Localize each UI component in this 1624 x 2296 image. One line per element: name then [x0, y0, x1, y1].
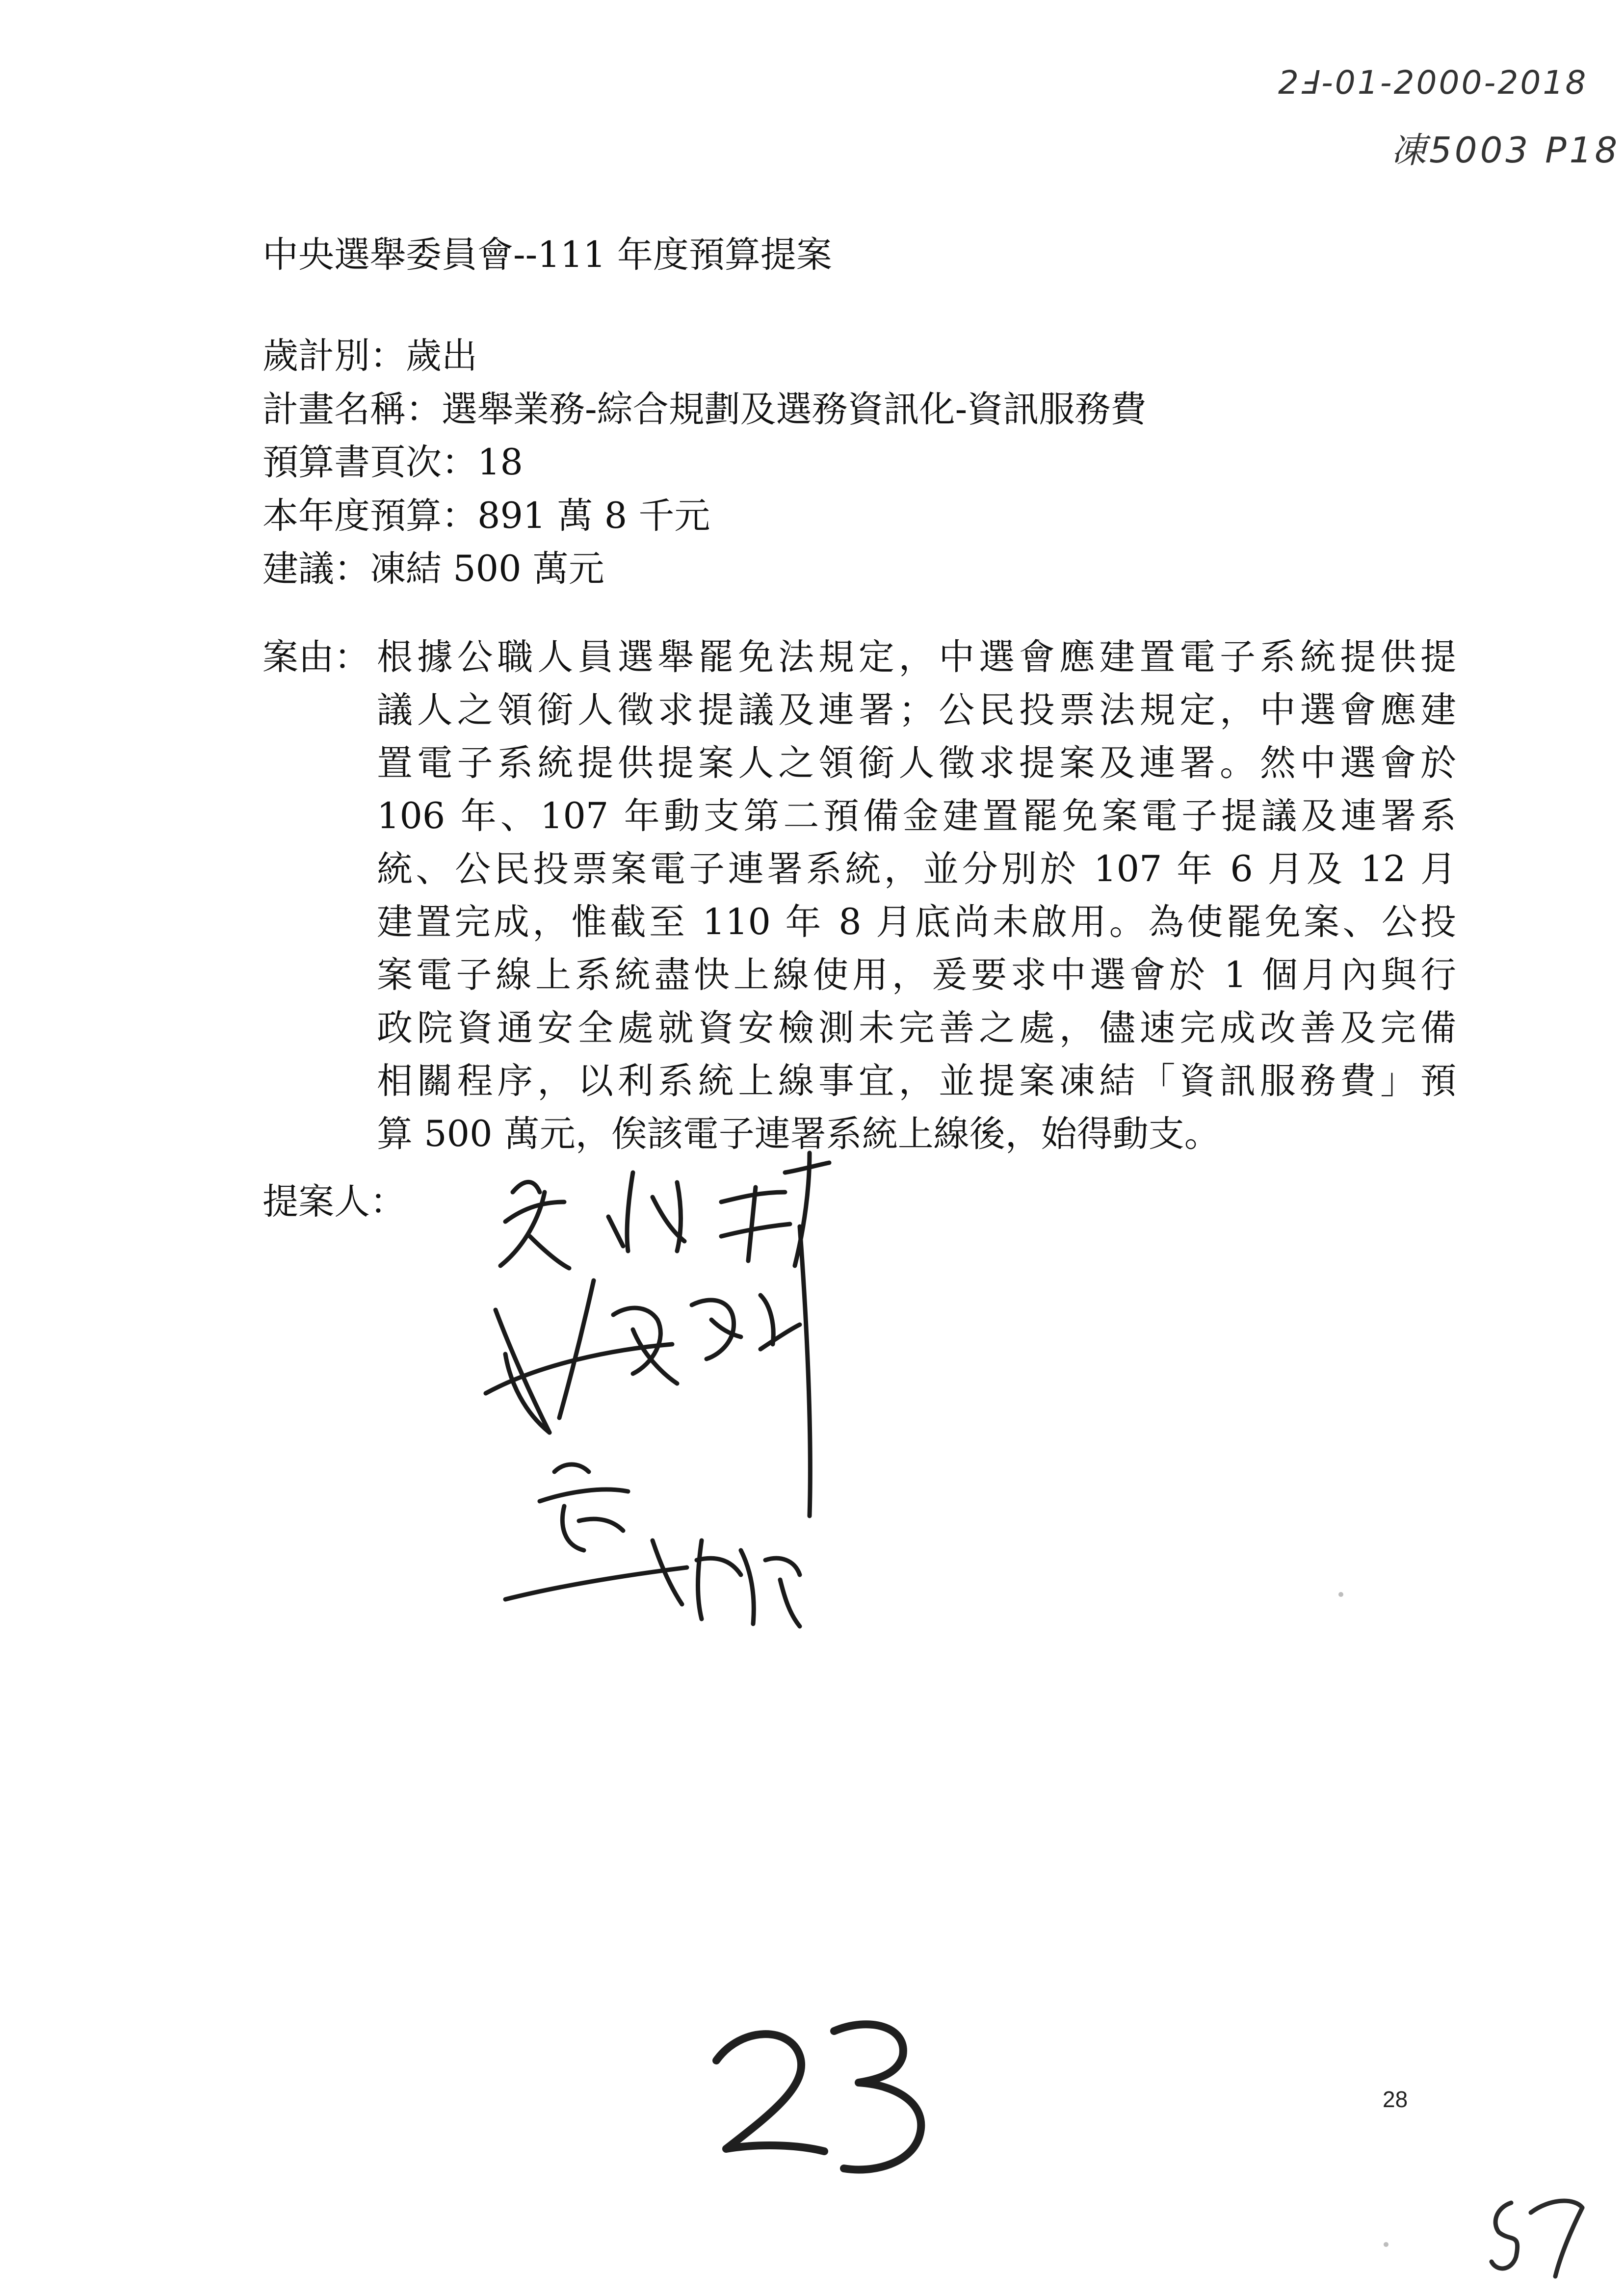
reason-label: 案由：	[262, 636, 370, 678]
reason-line: 相關程序，以利系統上線事宜，並提案凍結「資訊服務費」預	[377, 1060, 1456, 1102]
handwritten-reference-code: 2Ⅎ-01-2000-2018	[1278, 64, 1588, 102]
handwritten-page-number	[697, 1987, 971, 2183]
annual-budget: 本年度預算：891 萬 8 千元	[262, 495, 710, 537]
reason-line: 建置完成，惟截至 110 年 8 月底尚未啟用。為使罷免案、公投	[377, 901, 1456, 943]
document-title: 中央選舉委員會--111 年度預算提案	[262, 234, 832, 276]
budget-metadata	[262, 330, 1146, 596]
suggestion: 建議：凍結 500 萬元	[262, 548, 604, 590]
handwritten-freeze-code: 凍5003 P18	[1391, 130, 1621, 171]
scan-speck	[1384, 2242, 1388, 2247]
reason-line: 議人之領銜人徵求提議及連署；公民投票法規定，中選會應建	[377, 689, 1456, 731]
reason-line: 統、公民投票案電子連署系統，並分別於 107 年 6 月及 12 月	[377, 848, 1456, 890]
page-number: 28	[1383, 2087, 1408, 2112]
reason-line: 根據公職人員選舉罷免法規定，中選會應建置電子系統提供提	[377, 636, 1456, 678]
reason-line: 置電子系統提供提案人之領銜人徵求提案及連署。然中選會於	[377, 742, 1456, 784]
reason-body	[377, 631, 1456, 1161]
reason-line: 案電子線上系統盡快上線使用，爰要求中選會於 1 個月內與行	[377, 954, 1456, 996]
handwritten-corner-mark	[1477, 2178, 1604, 2286]
budget-category: 歲計別：歲出	[262, 335, 477, 377]
reason-line: 算 500 萬元，俟該電子連署系統上線後，始得動支。	[377, 1113, 1220, 1155]
proposer-label: 提案人：	[262, 1181, 406, 1223]
handwritten-signatures	[466, 1119, 908, 1639]
plan-name: 計畫名稱：選舉業務-綜合規劃及選務資訊化-資訊服務費	[262, 388, 1147, 430]
reason-line: 106 年、107 年動支第二預備金建置罷免案電子提議及連署系	[377, 795, 1456, 837]
budget-page-reference: 預算書頁次：18	[262, 442, 523, 483]
reason-line: 政院資通安全處就資安檢測未完善之處，儘速完成改善及完備	[377, 1007, 1456, 1049]
scan-speck	[1338, 1592, 1343, 1597]
